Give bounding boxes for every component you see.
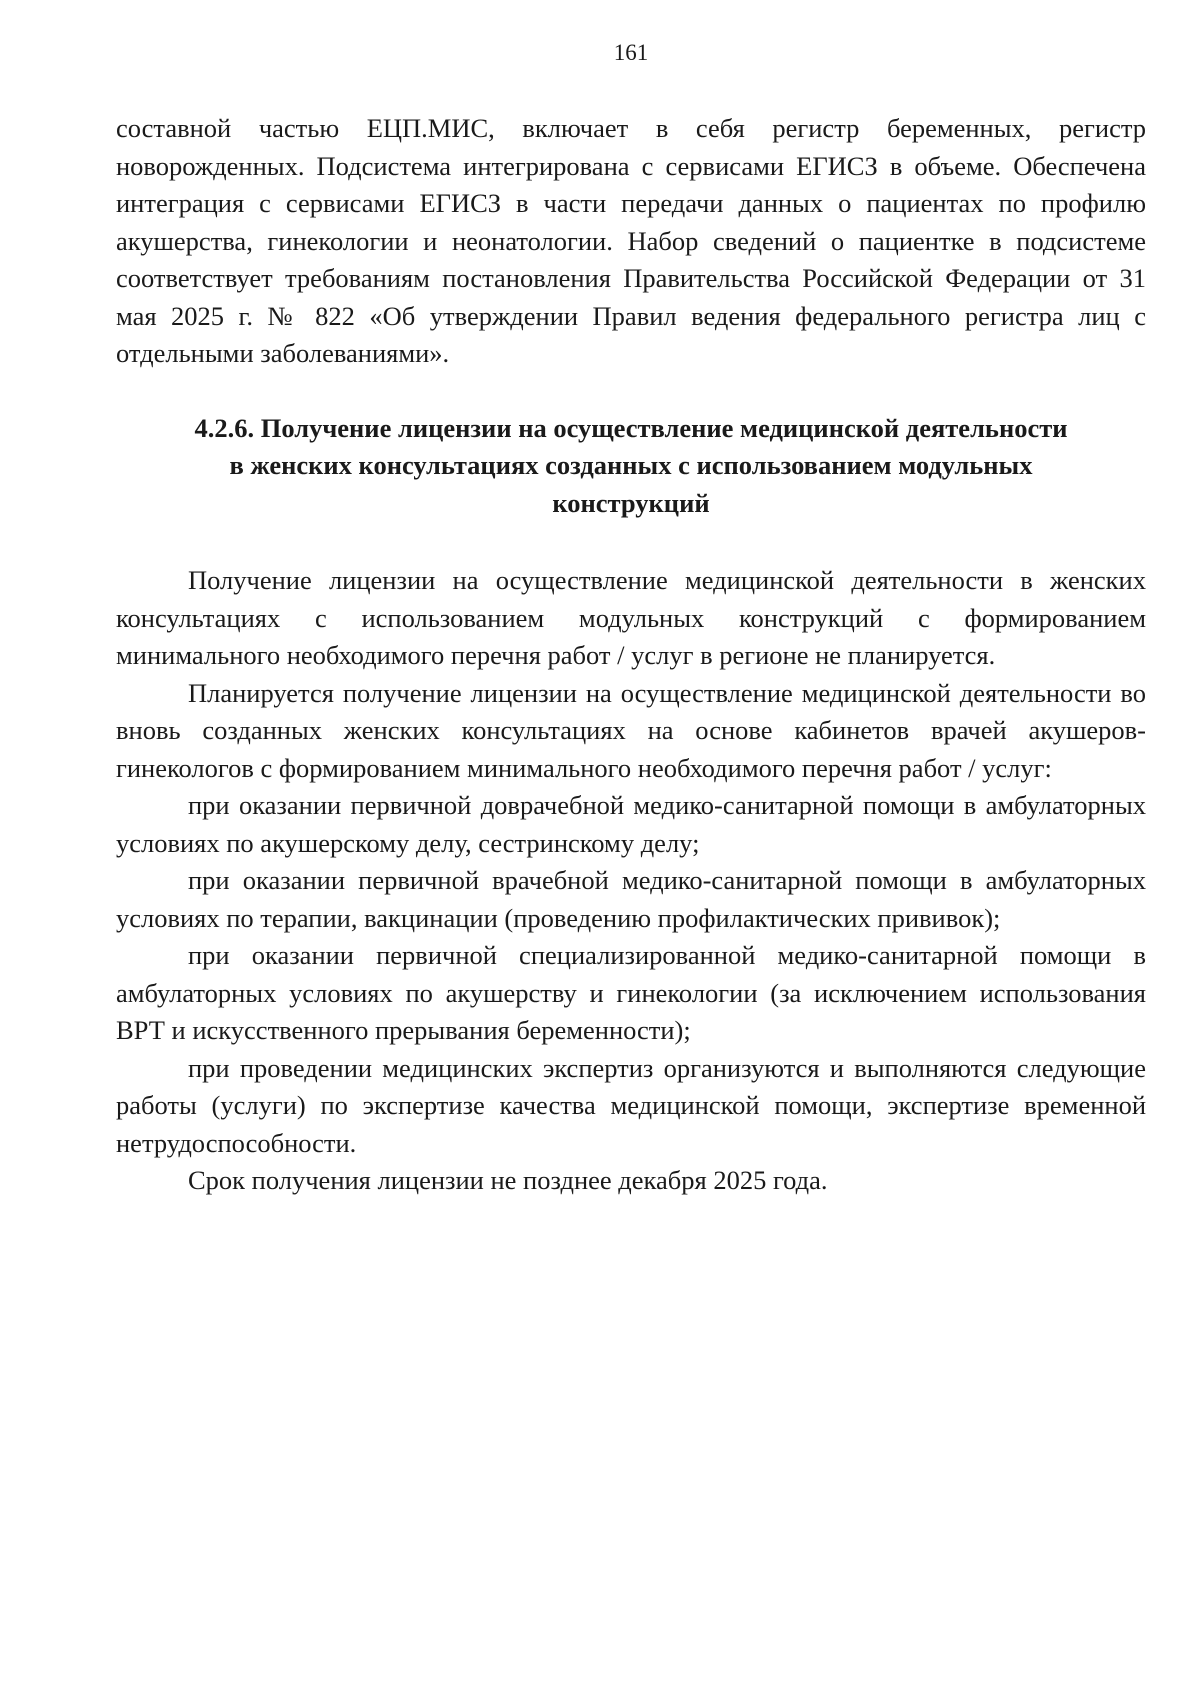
section-paragraph: Планируется получение лицензии на осуществление медицинской деятельности во вновь созданных женских консультациях на основе кабинетов врачей акушеров-гинекологов с формированием минимального необходимого перечня работ / услуг: <box>116 677 1146 783</box>
intro-paragraph: составной частью ЕЦП.МИС, включает в себя регистр беременных, регистр новорожденных. Подсистема интегрирована с сервисами ЕГИСЗ в объеме. Обеспечена интеграция с сервисами ЕГИСЗ в части передачи данных о пациентах по профилю акушерства, гинекологии и неонатологии. Набор сведений о пациентке в подсистеме соответствует требованиям постановления Правительства Российской Федерации от 31 мая 2025 г. № 822 «Об утверждении Правил ведения федерального регистра лиц с отдельными заболеваниями». <box>116 113 1146 368</box>
section-paragraph: Получение лицензии на осуществление медицинской деятельности в женских консультациях с использованием модульных конструкций с формированием минимального необходимого перечня работ / услуг в регионе не планируется. <box>116 565 1146 670</box>
section-heading-line-3: конструкций <box>552 487 710 518</box>
list-item: при оказании первичной специализированной медико-санитарной помощи в амбулаторных условиях по акушерству и гинекологии (за исключением использования ВРТ и искусственного прерывания беременности); <box>116 940 1146 1045</box>
document-body <box>116 110 1146 1200</box>
section-heading-line-1: 4.2.6. Получение лицензии на осуществление медицинской деятельности <box>194 412 1068 443</box>
section-paragraph: Срок получения лицензии не позднее декабря 2025 года. <box>188 1165 828 1195</box>
list-item: при проведении медицинских экспертиз организуются и выполняются следующие работы (услуги) по экспертизе качества медицинской помощи, экспертизе временной нетрудоспособности. <box>116 1052 1146 1158</box>
list-item: при оказании первичной доврачебной медико-санитарной помощи в амбулаторных условиях по акушерскому делу, сестринскому делу; <box>116 790 1146 858</box>
section-heading-line-2: в женских консультациях созданных с использованием модульных <box>229 450 1033 480</box>
section-heading <box>156 410 1106 523</box>
list-item: при оказании первичной врачебной медико-санитарной помощи в амбулаторных условиях по терапии, вакцинации (проведению профилактических прививок); <box>116 865 1146 933</box>
page-number: 161 <box>613 40 649 65</box>
